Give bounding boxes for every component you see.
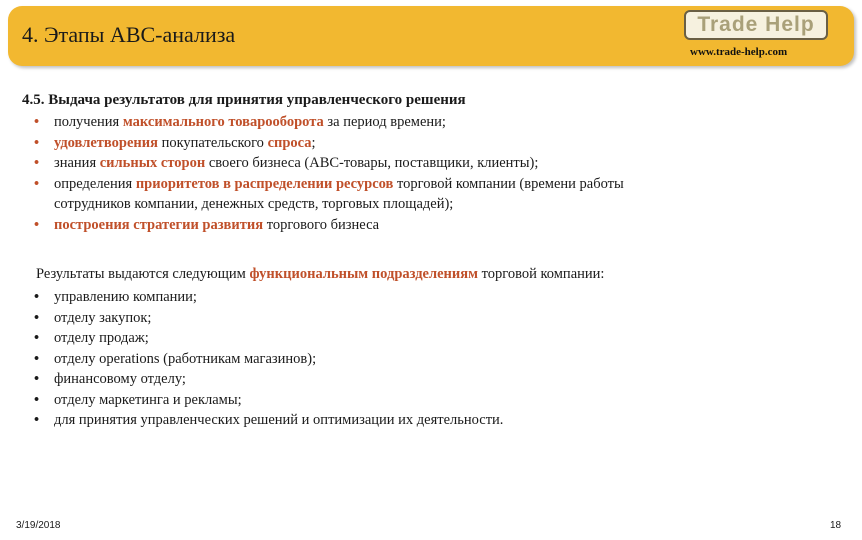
bullet-glyph: • xyxy=(34,216,40,233)
list-item: • получения максимального товарооборота за период времени; xyxy=(28,112,828,133)
list-item: • удовлетворения покупательского спроса; xyxy=(28,133,828,154)
list-item: • отделу operations (работникам магазинов); xyxy=(28,349,828,370)
footer-date: 3/19/2018 xyxy=(16,520,61,531)
list-item: • финансовому отделу; xyxy=(28,369,828,390)
list-item: • построения стратегии развития торгового бизнеса xyxy=(28,215,828,236)
bullet-glyph: • xyxy=(34,371,40,387)
section-subtitle: 4.5. Выдача результатов для принятия управленческого решения xyxy=(22,92,466,108)
slide-title: 4. Этапы ABC-анализа xyxy=(22,22,236,47)
results-intro: Результаты выдаются следующим функциональным подразделениям торговой компании: xyxy=(36,266,605,282)
list-item: • управлению компании; xyxy=(28,287,828,308)
list-item: • определения приоритетов в распределении ресурсов торговой компании (времени работы сотрудников компании, денежных средств, торговых площадей); xyxy=(34,175,624,212)
bullet-glyph: • xyxy=(34,134,40,151)
bullet-glyph: • xyxy=(34,114,40,130)
bullet-glyph: • xyxy=(34,330,40,346)
list-item: • отделу продаж; xyxy=(28,328,828,349)
logo-url: www.trade-help.com xyxy=(690,46,788,58)
bullet-glyph: • xyxy=(34,412,40,428)
bullet-glyph: • xyxy=(34,350,40,367)
departments-list xyxy=(28,287,828,431)
bullet-glyph: • xyxy=(34,155,40,171)
trade-help-logo: Trade Help xyxy=(684,10,828,40)
bullet-glyph: • xyxy=(34,289,40,305)
list-item: • отделу закупок; xyxy=(28,308,828,329)
purpose-list xyxy=(28,112,828,235)
bullet-glyph: • xyxy=(34,309,40,326)
list-item: • отделу маркетинга и рекламы; xyxy=(28,390,828,411)
list-item: • знания сильных сторон своего бизнеса (АВС-товары, поставщики, клиенты); xyxy=(28,153,828,174)
bullet-glyph: • xyxy=(34,391,40,408)
bullet-glyph: • xyxy=(34,175,40,192)
list-item: • для принятия управленческих решений и оптимизации их деятельности. xyxy=(28,410,828,431)
page-number: 18 xyxy=(830,520,842,531)
